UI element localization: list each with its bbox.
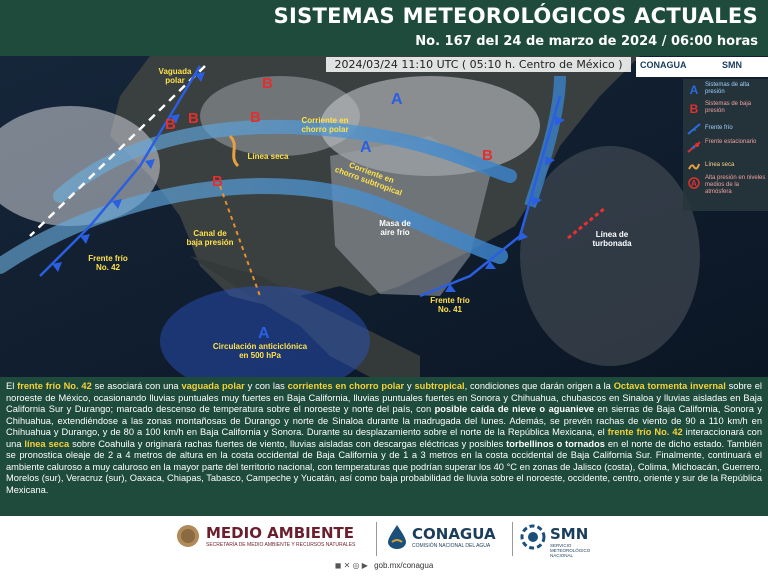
shield-icon bbox=[176, 524, 200, 548]
legend-label: Frente estacionario bbox=[705, 139, 757, 145]
mid-level-high-icon bbox=[687, 176, 701, 190]
legend-label: Alta presión en niveles medios de la atmósfera bbox=[705, 175, 766, 195]
conagua-logo: CONAGUA bbox=[640, 60, 687, 70]
medio-ambiente-text: MEDIO AMBIENTE bbox=[206, 524, 355, 542]
legend-label: Frente frío bbox=[705, 125, 733, 131]
smn-footer-logo bbox=[520, 520, 610, 556]
svg-text:A: A bbox=[691, 179, 697, 188]
description-panel bbox=[0, 377, 768, 516]
low-pressure-marker: B bbox=[250, 109, 261, 126]
smn-emblem-icon bbox=[520, 524, 546, 550]
label-frente-41: Frente frío No. 41 bbox=[430, 296, 470, 314]
legend-label: Sistemas de alta presión bbox=[705, 82, 750, 95]
label-chorro-subtropical: Corriente en chorro subtropical bbox=[333, 160, 404, 198]
website-link[interactable]: gob.mx/conagua bbox=[374, 561, 434, 570]
footer-url bbox=[0, 561, 768, 570]
water-drop-icon bbox=[386, 524, 408, 550]
highlight-text: corrientes en chorro polar bbox=[287, 381, 405, 391]
medio-ambiente-subtitle: SECRETARÍA DE MEDIO AMBIENTE Y RECURSOS NATURALES bbox=[206, 542, 356, 548]
highlight-text: frente frío No. 42 bbox=[17, 381, 92, 391]
medio-ambiente-logo bbox=[176, 520, 376, 556]
divider bbox=[512, 522, 513, 556]
text-run: en sierras de Baja California, Sonora y Chihuahua, extendiéndose a las zonas montañosas de Durango y norte de Sinaloa durante la madrugada del lunes. Además, se prevén rachas de viento de 90 a 110 km/h en Chihuahua y Durango, y de 80 a 100 km/h en Baja California y Sonora. Durante su desplazamiento sobre el norte de la República Mexicana, el bbox=[6, 404, 762, 437]
legend-label: Línea seca bbox=[705, 162, 735, 168]
page-title: SISTEMAS METEOROLÓGICOS ACTUALES bbox=[273, 4, 758, 28]
legend-high-icon: A bbox=[689, 83, 699, 97]
label-canal-baja: Canal de baja presión bbox=[186, 229, 234, 247]
low-pressure-marker: B bbox=[262, 75, 273, 92]
legend-item bbox=[685, 82, 768, 98]
social-icons: ◼ ✕ ◎ ▶ bbox=[334, 561, 368, 570]
bulletin-number: No. 167 del 24 de marzo de 2024 / 06:00 horas bbox=[415, 34, 758, 49]
high-pressure-marker: A bbox=[360, 139, 372, 156]
high-pressure-marker: A bbox=[391, 91, 403, 108]
conagua-subtitle: COMISIÓN NACIONAL DEL AGUA bbox=[412, 543, 491, 549]
text-run: y bbox=[404, 381, 415, 391]
bold-text: posible caída de nieve o aguanieve bbox=[434, 404, 595, 414]
map-logos bbox=[636, 57, 768, 77]
label-frente-42: Frente frío No. 42 bbox=[88, 254, 128, 272]
smn-subtitle: SERVICIO METEOROLÓGICO NACIONAL bbox=[550, 543, 591, 558]
label-masa-aire: Masa de aire frío bbox=[379, 219, 411, 237]
legend bbox=[683, 79, 768, 211]
conagua-text: CONAGUA bbox=[412, 525, 496, 543]
label-linea-seca: Línea seca bbox=[247, 152, 289, 161]
highlight-text: frente frío No. 42 bbox=[607, 427, 683, 437]
cloud-atlantic bbox=[520, 146, 700, 366]
text-run: sobre Coahuila y originará rachas fuertes de viento, lluvias aisladas con descargas eléctricas y posibles bbox=[69, 438, 507, 449]
low-pressure-marker: B bbox=[188, 110, 199, 127]
low-pressure-marker: B bbox=[165, 116, 176, 133]
text-run: en el norte de dicho estado. También se pronostica oleaje de 2 a 4 metros de altura en la costa occidental de Baja California y de 1 a 3 metros en la costa occidental de Baja California Sur. Finalmente, continuará el ambiente caluroso a muy caluroso en la mayor parte del territorio nacional, con temperaturas que podrían superar los 40 °C en zonas de Jalisco (costa), Colima, Michoacán, Guerrero, Morelos (sur), Veracruz (sur), Oaxaca, Chiapas, Tabasco, Campeche y Yucatán, así como baja probabilidad de lluvia sobre el noroeste, occidente, centro, oriente y sur de la República Mexicana. bbox=[6, 438, 762, 495]
legend-item bbox=[685, 121, 768, 137]
stationary-front-icon bbox=[687, 140, 701, 154]
legend-low-icon: B bbox=[689, 102, 699, 116]
text-run: El bbox=[6, 381, 18, 391]
text-run: , condiciones que darán origen a la bbox=[464, 381, 614, 391]
highlight-text: línea seca bbox=[24, 438, 70, 449]
text-run: se asociará con una bbox=[91, 381, 182, 391]
smn-logo: SMN bbox=[722, 60, 742, 70]
dry-line-icon bbox=[687, 159, 701, 173]
text-run: sobre el noroeste de México, ocasionando lluvias puntuales muy fuertes en Baja California, lluvias puntuales fuertes en Sonora y Chihuahua, chubascos en Sinaloa y lluvias aisladas en Baja California Sur y Durango; marcado descenso de temperatura sobre el noroeste y norte del país, con bbox=[6, 381, 762, 414]
low-pressure-marker: B bbox=[212, 173, 223, 190]
legend-label: Sistemas de baja presión bbox=[705, 101, 752, 114]
label-turbonada: Línea de turbonada bbox=[592, 230, 632, 248]
high-pressure-marker: A bbox=[258, 325, 270, 342]
description-text bbox=[6, 381, 762, 496]
cold-front-icon bbox=[687, 122, 701, 136]
legend-item bbox=[685, 175, 768, 207]
legend-item bbox=[685, 158, 768, 174]
highlight-text: subtropical bbox=[414, 381, 465, 391]
bold-text: torbellinos o tornados bbox=[506, 438, 605, 449]
conagua-footer-logo bbox=[386, 520, 506, 556]
text-run: interaccionará con una bbox=[6, 427, 762, 449]
map-canvas bbox=[0, 56, 768, 377]
legend-item bbox=[685, 139, 768, 155]
highlight-text: vaguada polar bbox=[181, 381, 245, 391]
header bbox=[0, 0, 768, 56]
smn-text: SMN bbox=[550, 525, 589, 543]
label-vaguada-polar: Vaguada polar bbox=[158, 67, 192, 85]
divider bbox=[376, 522, 377, 556]
label-chorro-polar: Corriente en chorro polar bbox=[301, 116, 349, 134]
label-circulacion: Circulación anticiclónica en 500 hPa bbox=[212, 342, 308, 360]
highlight-text: Octava tormenta invernal bbox=[613, 381, 726, 391]
low-pressure-marker: B bbox=[482, 147, 493, 164]
timestamp: 2024/03/24 11:10 UTC ( 05:10 h. Centro de México ) bbox=[326, 57, 631, 72]
satellite-map bbox=[0, 56, 768, 377]
legend-item bbox=[685, 101, 768, 117]
text-run: y con las bbox=[244, 381, 288, 391]
footer bbox=[0, 516, 768, 576]
